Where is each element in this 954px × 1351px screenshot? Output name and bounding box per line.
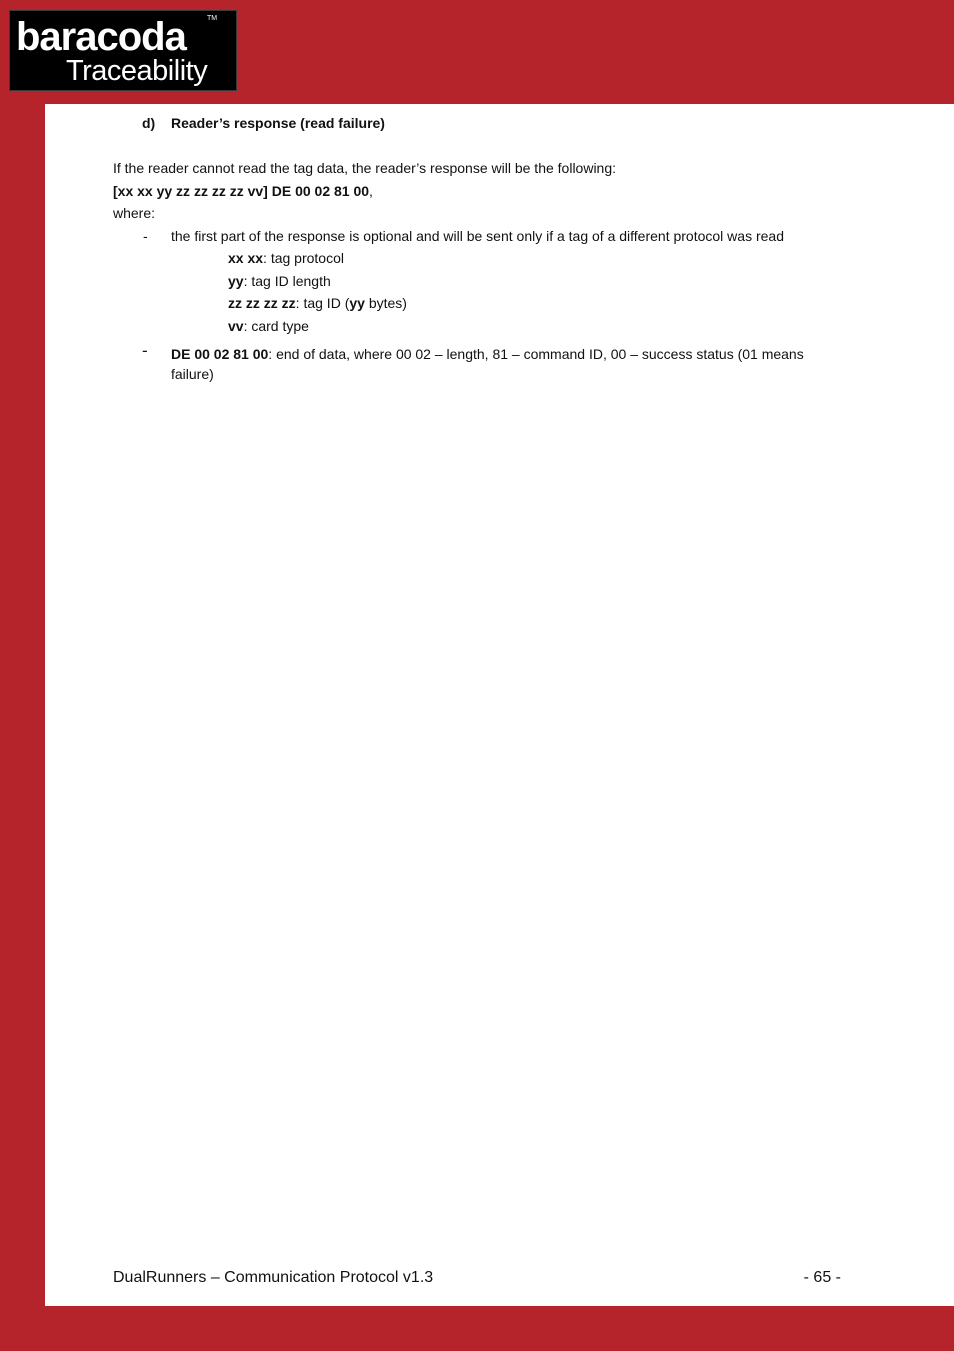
sub-item-desc: : card type: [243, 318, 309, 334]
sub-item-key: xx xx: [228, 250, 264, 266]
sub-item-key: yy: [228, 273, 244, 289]
sub-item-desc: : tag protocol: [263, 250, 344, 266]
sub-item-card-type: [228, 317, 309, 335]
section-title: Reader’s response (read failure): [171, 115, 385, 131]
end-of-data-code: DE 00 02 81 00: [171, 346, 269, 362]
footer-document-title: DualRunners – Communication Protocol v1.3: [113, 1269, 434, 1286]
sub-item-desc: bytes): [364, 295, 407, 311]
sub-item-key: vv: [228, 318, 244, 334]
sub-item-key: yy: [349, 295, 365, 311]
where-label: where:: [113, 205, 156, 221]
sub-item-key: zz zz zz zz: [228, 295, 296, 311]
intro-paragraph: If the reader cannot read the tag data, the reader’s response will be the following:: [113, 160, 617, 176]
bullet-optional-part: the first part of the response is optional and will be sent only if a tag of a different protocol was read: [171, 228, 784, 244]
document-page: [45, 104, 954, 1306]
sub-item-tag-protocol: [228, 249, 344, 267]
footer-page-number: - 65 -: [803, 1269, 841, 1286]
baracoda-logo: [9, 10, 237, 91]
end-of-data-desc: : end of data, where 00 02 – length, 81 – command ID, 00 – success status (01 means: [268, 346, 804, 362]
logo-product-text: Traceability: [66, 55, 208, 87]
logo-brand-text: baracoda: [16, 15, 186, 59]
response-format-line: [113, 182, 373, 200]
response-format-trailing: ,: [369, 183, 373, 199]
bullet-marker: -: [143, 228, 148, 244]
section-marker: d): [142, 115, 156, 131]
sub-item-desc: : tag ID (: [295, 295, 350, 311]
sub-item-tag-id-length: [228, 272, 331, 290]
sub-item-tag-id: [228, 294, 407, 312]
bullet-end-of-data: [171, 345, 804, 363]
bullet-marker: -: [142, 341, 148, 360]
sub-item-desc: : tag ID length: [243, 273, 331, 289]
logo-trademark: TM: [207, 15, 218, 22]
end-of-data-desc-continued: failure): [171, 366, 214, 382]
response-format-code: [xx xx yy zz zz zz zz vv] DE 00 02 81 00: [113, 183, 370, 199]
